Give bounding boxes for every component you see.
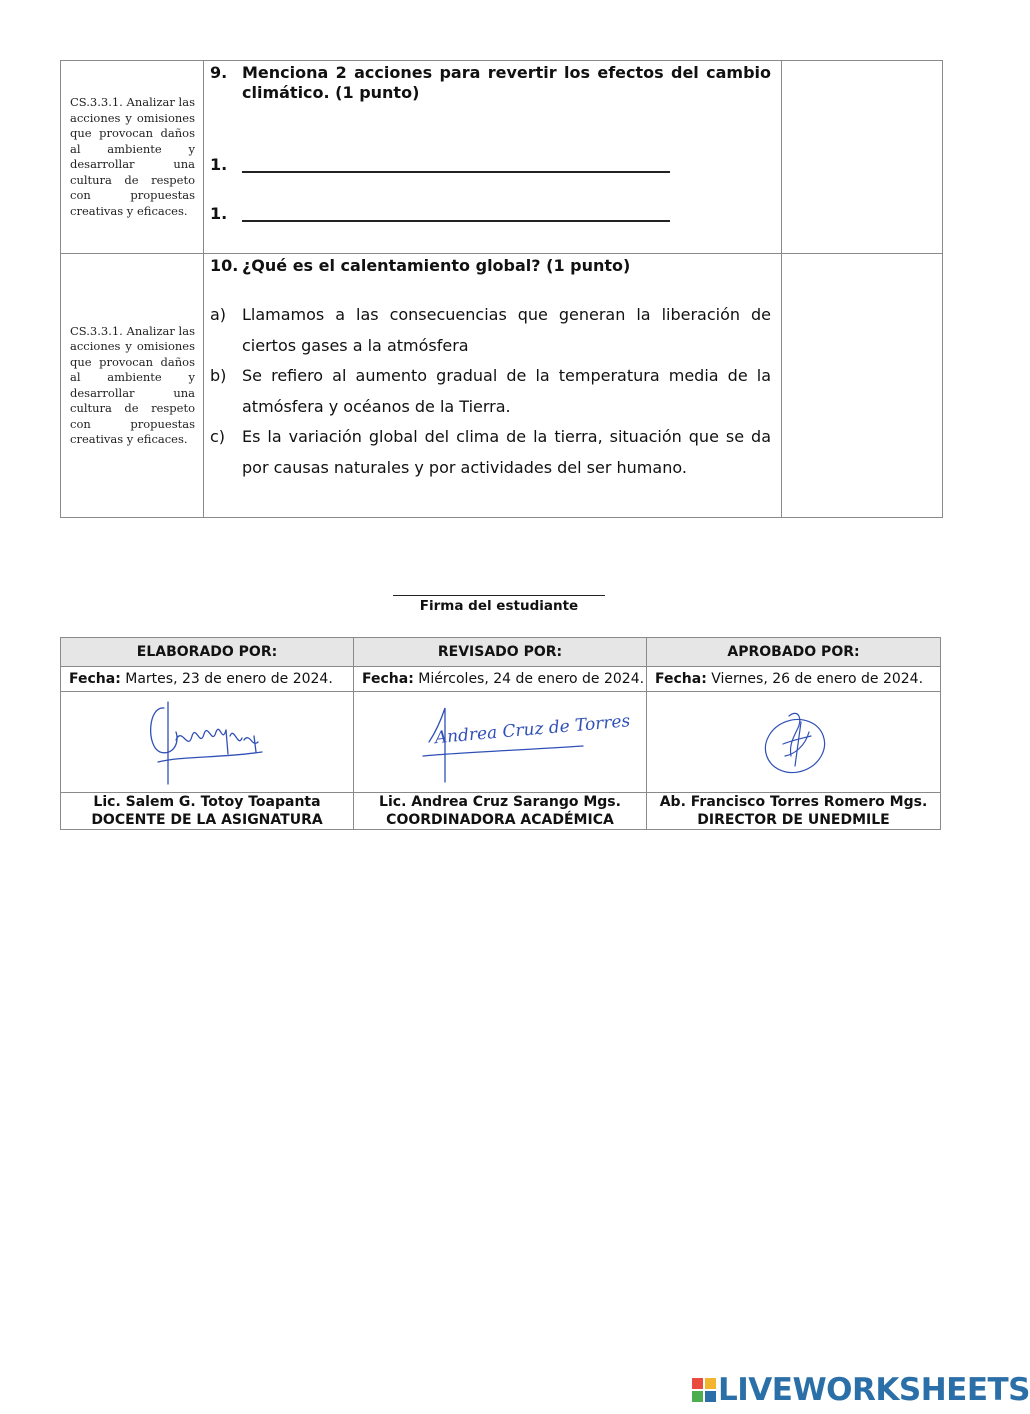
logo-square-blue: [705, 1391, 716, 1402]
score-cell: [782, 61, 943, 254]
question-number: 10.: [210, 256, 239, 275]
signer-name: Ab. Francisco Torres Romero Mgs.: [659, 794, 928, 810]
question-cell: [204, 61, 782, 254]
date-revisado: [354, 667, 647, 692]
handwritten-signature-2: [405, 696, 632, 788]
date-value: Viernes, 26 de enero de 2024.: [711, 671, 924, 687]
logo-square-yellow: [705, 1378, 716, 1389]
date-elaborado: [61, 667, 354, 692]
question-row-10: [61, 254, 943, 518]
question-number: 9.: [210, 63, 228, 82]
option-label: a): [210, 305, 227, 324]
skill-cell: [61, 61, 204, 254]
logo-square-green: [692, 1391, 703, 1402]
approval-table: [60, 637, 941, 830]
signer-name: Lic. Andrea Cruz Sarango Mgs.: [379, 794, 621, 810]
answer-blank[interactable]: [242, 171, 670, 173]
signature-aprobado: [647, 692, 941, 793]
questions-table: [60, 60, 943, 518]
liveworksheets-logo-text: LIVEWORKSHEETS: [718, 1372, 1030, 1408]
header-elaborado: ELABORADO POR:: [61, 638, 354, 667]
answer-blank[interactable]: [242, 220, 670, 222]
question-prompt: [210, 63, 771, 103]
signer-role: DIRECTOR DE UNEDMILE: [697, 812, 890, 828]
student-signature-line[interactable]: [393, 595, 605, 596]
liveworksheets-logo-icon: [692, 1378, 716, 1402]
option-label: c): [210, 427, 226, 446]
logo-square-red: [692, 1378, 703, 1389]
option-a[interactable]: [210, 300, 771, 361]
option-text: Es la variación global del clima de la tierra, situación que se da por causas naturales y por actividades del ser humano.: [242, 427, 771, 477]
skill-cell: [61, 254, 204, 518]
date-aprobado: [647, 667, 941, 692]
date-label: Fecha:: [362, 671, 414, 687]
skill-text: CS.3.3.1. Analizar las acciones y omisiones que provocan daños al ambiente y desarrollar una cultura de respeto con propuestas creativas y eficaces.: [70, 323, 195, 446]
signature-handwriting: Andrea Cruz de Torres: [434, 711, 632, 749]
liveworksheets-logo[interactable]: [692, 1373, 1030, 1407]
date-label: Fecha:: [655, 671, 707, 687]
approval-header-row: [61, 638, 941, 667]
signature-revisado: [354, 692, 647, 793]
answer-label: 1.: [210, 155, 228, 174]
date-label: Fecha:: [69, 671, 121, 687]
answer-line-1[interactable]: [210, 155, 771, 175]
answer-label: 1.: [210, 204, 228, 223]
option-label: b): [210, 366, 227, 385]
options-list: [210, 300, 771, 483]
answer-line-2[interactable]: [210, 204, 771, 224]
signer-aprobado: [647, 793, 941, 830]
approval-date-row: [61, 667, 941, 692]
signer-revisado: [354, 793, 647, 830]
date-value: Martes, 23 de enero de 2024.: [125, 671, 333, 687]
skill-text: CS.3.3.1. Analizar las acciones y omisiones que provocan daños al ambiente y desarrollar una cultura de respeto con propuestas creativas y eficaces.: [70, 95, 195, 218]
student-signature-label: Firma del estudiante: [419, 598, 579, 614]
question-row-9: [61, 61, 943, 254]
header-revisado: REVISADO POR:: [354, 638, 647, 667]
date-value: Miércoles, 24 de enero de 2024.: [418, 671, 645, 687]
handwritten-signature-3: [749, 696, 839, 788]
option-text: Se refiero al aumento gradual de la temperatura media de la atmósfera y océanos de la Tierra.: [242, 366, 771, 416]
signer-elaborado: [61, 793, 354, 830]
question-text: Menciona 2 acciones para revertir los efectos del cambio climático. (1 punto): [242, 63, 771, 102]
signer-role: DOCENTE DE LA ASIGNATURA: [91, 812, 323, 828]
question-cell: [204, 254, 782, 518]
score-cell: [782, 254, 943, 518]
option-c[interactable]: [210, 422, 771, 483]
handwritten-signature-1: [142, 696, 272, 788]
signer-role: COORDINADORA ACADÉMICA: [386, 812, 614, 828]
header-aprobado: APROBADO POR:: [647, 638, 941, 667]
approval-signature-row: [61, 692, 941, 793]
approval-names-row: [61, 793, 941, 830]
option-text: Llamamos a las consecuencias que generan la liberación de ciertos gases a la atmósfera: [242, 305, 771, 355]
question-text: ¿Qué es el calentamiento global? (1 punto): [242, 256, 631, 275]
question-prompt: [210, 256, 771, 276]
signature-elaborado: [61, 692, 354, 793]
signer-name: Lic. Salem G. Totoy Toapanta: [93, 794, 321, 810]
option-b[interactable]: [210, 361, 771, 422]
